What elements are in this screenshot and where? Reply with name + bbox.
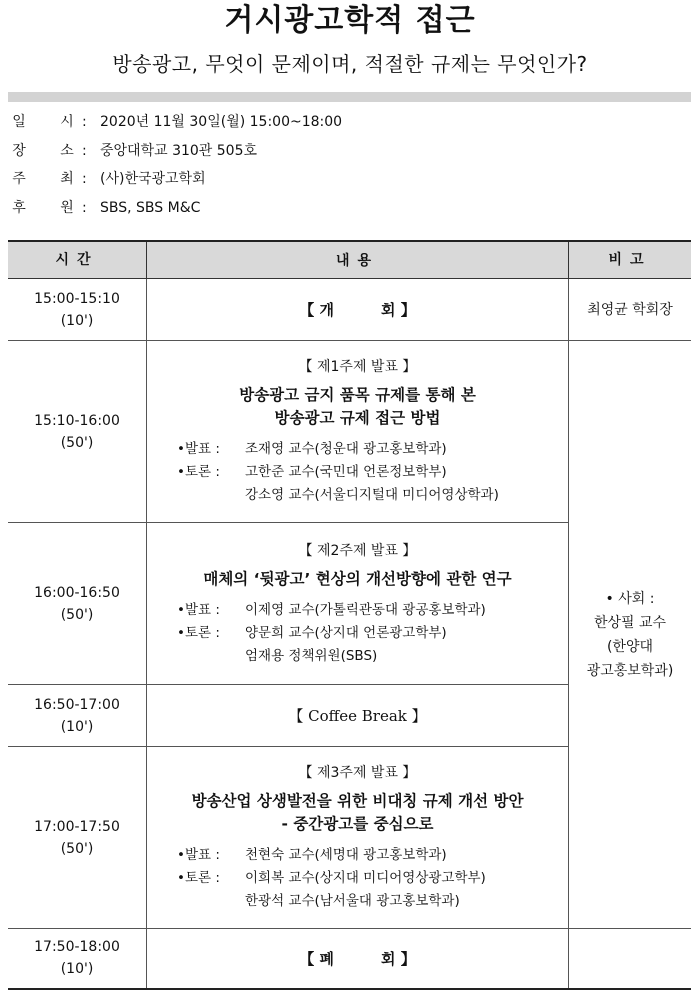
moderator-name: 한상필 교수 (593, 614, 667, 631)
moderator-role: • 사회 : (605, 590, 655, 607)
table-row (8, 341, 691, 523)
table-row (8, 279, 691, 341)
presenter-line: • 발표 : 조재영 교수(청운대 광고홍보학과) (177, 441, 447, 457)
discussant-line: • 토론 : 고한준 교수(국민대 언론정보학부) (177, 464, 447, 480)
page-subtitle: 방송광고, 무엇이 문제이며, 적절한 규제는 무엇인가? (112, 52, 588, 76)
note-cell (569, 279, 692, 341)
note-cell-moderator (569, 341, 692, 929)
info-row-place: 장 소 : 중앙대학교 310관 505호 (12, 137, 682, 166)
theme-label: 【 제2주제 발표 】 (298, 542, 417, 559)
time-cell: 15:10-16:00 (50') (8, 341, 147, 523)
theme-title: 매체의 ‘뒷광고’ 현상의 개선방향에 관한 연구 (203, 569, 512, 588)
table-header-row (8, 241, 691, 279)
note-cell (569, 929, 692, 989)
discussant-line: • 토론 : 이희복 교수(상지대 미디어영상광고학부) (177, 870, 486, 886)
info-row-host: 주 최 : (사)한국광고학회 (12, 165, 682, 194)
moderator-affiliation: 광고홍보학과) (586, 662, 674, 679)
content-cell (147, 685, 569, 747)
theme-label: 【 제1주제 발표 】 (298, 359, 417, 375)
presenter-line: • 발표 : 이제영 교수(가톨릭관동대 광공홍보학과) (177, 601, 486, 618)
discussant-line: • 토론 : 양문희 교수(상지대 언론광고학부) (177, 624, 447, 641)
content-cell (147, 341, 569, 523)
time-cell: 16:00-16:50 (50') (8, 523, 147, 685)
header-note: 비고 (569, 241, 692, 279)
info-row-date: 일 시 : 2020년 11월 30일(월) 15:00~18:00 (12, 108, 682, 137)
time-cell: 17:00-17:50 (50') (8, 747, 147, 929)
discussant-line: 엄재용 정책위원(SBS) (245, 647, 378, 664)
time-cell: 15:00-15:10 (10') (8, 279, 147, 341)
opening-host: 최영균 학회장 (587, 301, 673, 318)
event-info (12, 108, 682, 222)
closing-label: 【 폐 회 】 (299, 949, 416, 968)
divider-bar (8, 92, 691, 102)
presenter-line: • 발표 : 천현숙 교수(세명대 광고홍보학과) (177, 847, 447, 863)
moderator-affiliation: (한양대 (606, 638, 654, 655)
info-host-value: (사)한국광고학회 (100, 171, 206, 187)
header-time: 시간 (8, 241, 147, 279)
header-content: 내용 (147, 241, 569, 279)
content-cell (147, 279, 569, 341)
coffee-break-label: 【 Coffee Break 】 (288, 707, 427, 725)
content-cell (147, 523, 569, 685)
time-cell: 16:50-17:00 (10') (8, 685, 147, 747)
content-cell (147, 747, 569, 929)
theme-label: 【 제3주제 발표 】 (298, 765, 417, 781)
opening-label: 【 개 회 】 (299, 301, 416, 319)
theme-title: 방송산업 상생발전을 위한 비대칭 규제 개선 방안 - 중간광고를 중심으로 (191, 792, 524, 833)
theme-title: 방송광고 금지 품목 규제를 통해 본 방송광고 규제 접근 방법 (239, 386, 476, 427)
time-cell: 17:50-18:00 (10') (8, 929, 147, 989)
content-cell (147, 929, 569, 989)
info-sponsor-value: SBS, SBS M&C (100, 199, 201, 216)
info-date-value: 2020년 11월 30일(월) 15:00~18:00 (100, 114, 343, 130)
discussant-line: 한광석 교수(남서울대 광고홍보학과) (245, 893, 460, 909)
info-row-sponsor: 후 원 : SBS, SBS M&C (12, 194, 682, 223)
table-row (8, 929, 691, 989)
page-title: 거시광고학적 접근 (224, 3, 476, 38)
info-place-value: 중앙대학교 310관 505호 (100, 142, 258, 159)
discussant-line: 강소영 교수(서울디지털대 미디어영상학과) (245, 487, 499, 503)
schedule-table (8, 240, 691, 990)
